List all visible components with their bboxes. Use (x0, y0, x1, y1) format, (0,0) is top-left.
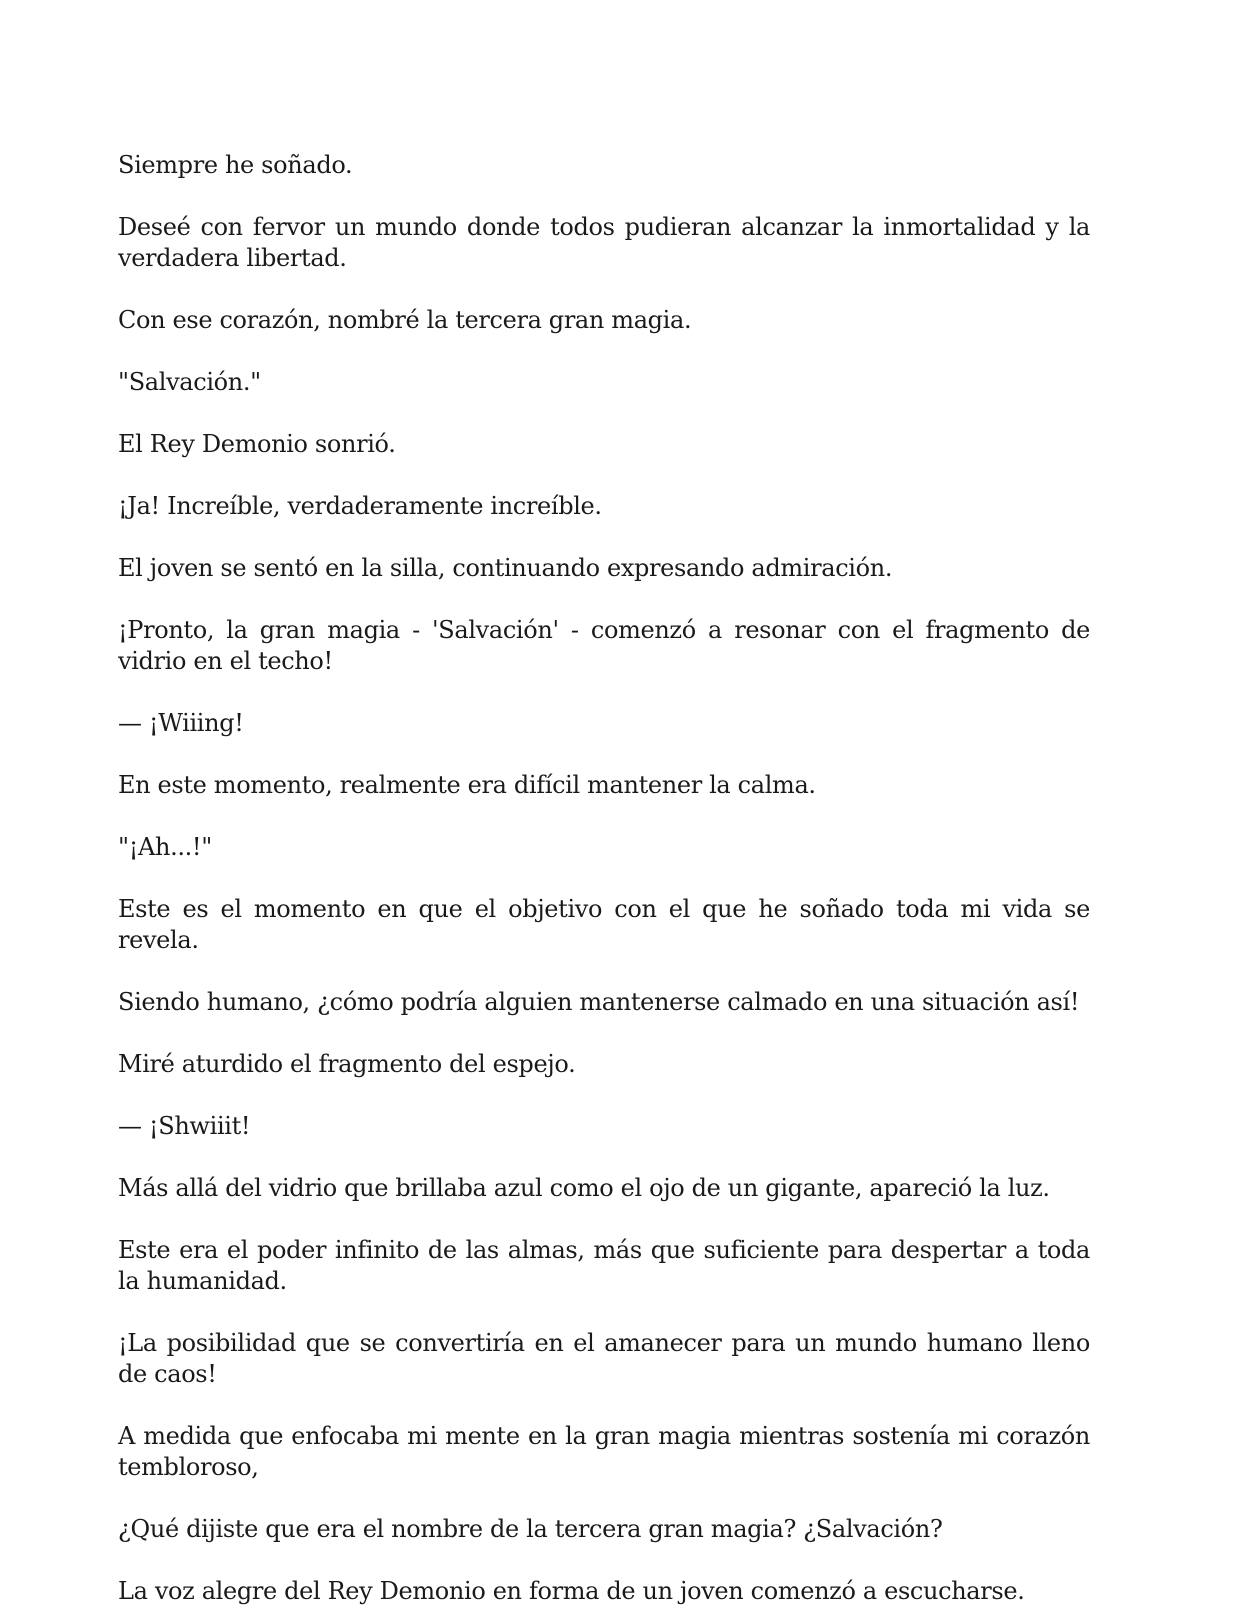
paragraph: "Salvación." (118, 368, 261, 396)
paragraph: En este momento, realmente era difícil mantener la calma. (118, 771, 816, 799)
paragraph: El joven se sentó en la silla, continuando expresando admiración. (118, 554, 893, 582)
paragraph: Siempre he soñado. (118, 151, 353, 179)
paragraph: Siendo humano, ¿cómo podría alguien mantenerse calmado en una situación así! (118, 988, 1080, 1016)
paragraph: A medida que enfocaba mi mente en la gran magia mientras sostenía mi corazón tembloroso, (118, 1422, 1090, 1481)
paragraph: El Rey Demonio sonrió. (118, 430, 396, 458)
paragraph: ¡Ja! Increíble, verdaderamente increíble. (118, 492, 602, 520)
paragraph: ¿Qué dijiste que era el nombre de la tercera gran magia? ¿Salvación? (118, 1515, 943, 1543)
paragraph: Deseé con fervor un mundo donde todos pudieran alcanzar la inmortalidad y la verdadera libertad. (118, 213, 1090, 272)
document-body (118, 150, 1090, 1607)
paragraph: Miré aturdido el fragmento del espejo. (118, 1050, 576, 1078)
paragraph: La voz alegre del Rey Demonio en forma de un joven comenzó a escucharse. (118, 1577, 1025, 1605)
paragraph: "¡Ah...!" (118, 833, 212, 861)
paragraph: Este era el poder infinito de las almas, más que suficiente para despertar a toda la humanidad. (118, 1236, 1090, 1295)
paragraph: Este es el momento en que el objetivo con el que he soñado toda mi vida se revela. (118, 895, 1090, 954)
paragraph: ¡La posibilidad que se convertiría en el amanecer para un mundo humano lleno de caos! (118, 1329, 1090, 1388)
paragraph: — ¡Wiiing! (118, 709, 244, 737)
paragraph: Con ese corazón, nombré la tercera gran magia. (118, 306, 692, 334)
paragraph: — ¡Shwiiit! (118, 1112, 251, 1140)
paragraph: ¡Pronto, la gran magia - 'Salvación' - comenzó a resonar con el fragmento de vidrio en el techo! (118, 616, 1090, 675)
paragraph: Más allá del vidrio que brillaba azul como el ojo de un gigante, apareció la luz. (118, 1174, 1050, 1202)
